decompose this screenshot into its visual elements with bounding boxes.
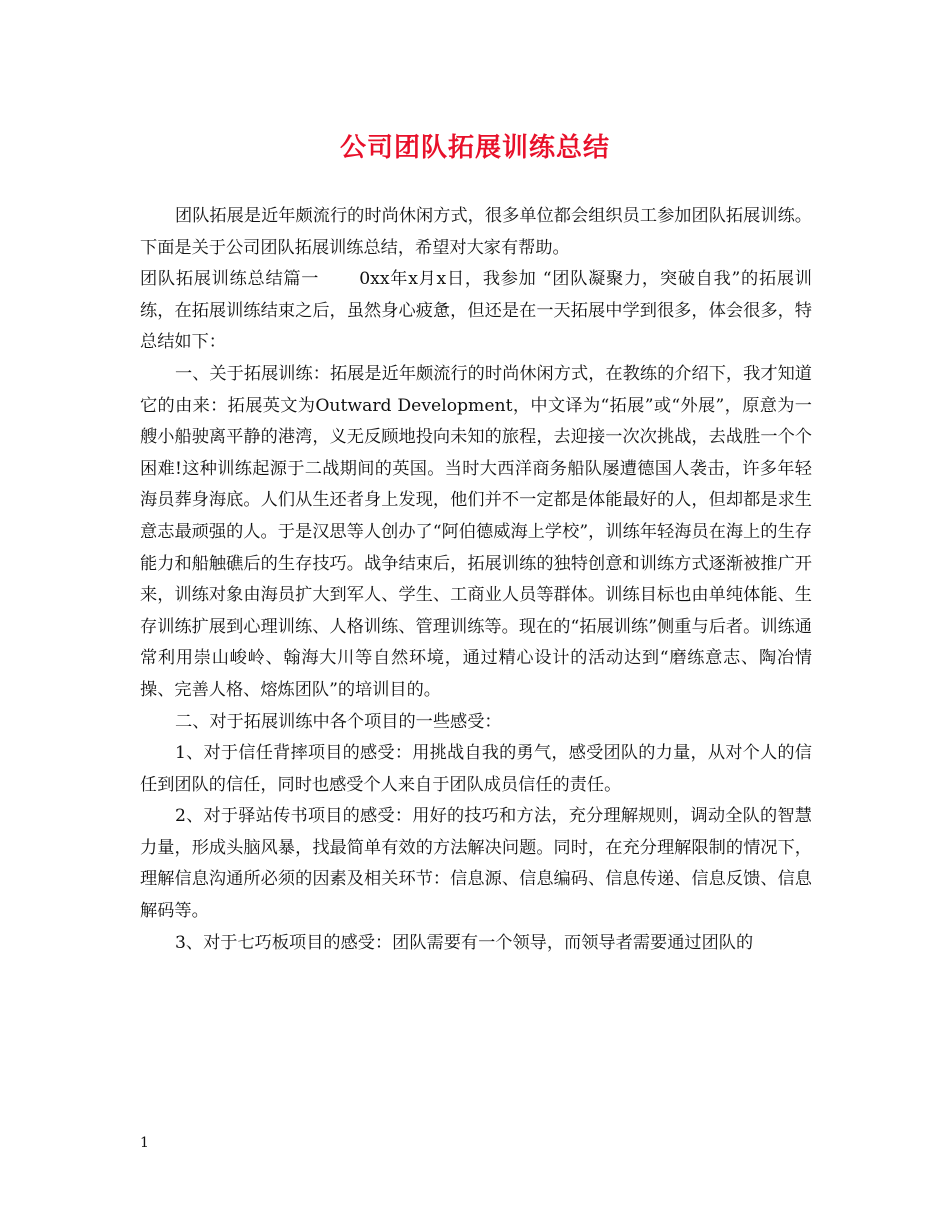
page-number: 1 xyxy=(140,1135,149,1151)
trust-fall-paragraph: 1、对于信任背摔项目的感受：用挑战自我的勇气，感受团队的力量，从对个人的信任到团队的信任，同时也感受个人来自于团队成员信任的责任。 xyxy=(140,743,812,795)
section-one-text: 0xx年x月x日，我参加 “团队凝聚力，突破自我”的拓展训练，在拓展训练结束之后，虽然身心疲惫，但还是在一天拓展中学到很多，体会很多，特总结如下： xyxy=(140,269,812,353)
tangram-paragraph: 3、对于七巧板项目的感受：团队需要有一个领导，而领导者需要通过团队的 xyxy=(175,932,754,953)
section-one-label: 团队拓展训练总结篇一 xyxy=(140,269,320,290)
section-one-paragraph xyxy=(140,264,812,359)
document-body xyxy=(140,201,812,959)
intro-paragraph: 团队拓展是近年颇流行的时尚休闲方式，很多单位都会组织员工参加团队拓展训练。下面是关于公司团队拓展训练总结，希望对大家有帮助。 xyxy=(140,206,812,258)
outward-development-paragraph: 一、关于拓展训练：拓展是近年颇流行的时尚休闲方式，在教练的介绍下，我才知道它的由来：拓展英文为Outward Development，中文译为“拓展”或“外展”，原意为一艘小船驶离平静的港湾，义无反顾地投向未知的旅程，去迎接一次次挑战，去战胜一个个困难!这种训练起源于二战期间的英国。当时大西洋商务船队屡遭德国人袭击，许多年轻海员葬身海底。人们从生还者身上发现，他们并不一定都是体能最好的人，但却都是求生意志最顽强的人。于是汉思等人创办了“阿伯德威海上学校”，训练年轻海员在海上的生存能力和船触礁后的生存技巧。战争结束后，拓展训练的独特创意和训练方式逐渐被推广开来，训练对象由海员扩大到军人、学生、工商业人员等群体。训练目标也由单纯体能、生存训练扩展到心理训练、人格训练、管理训练等。现在的“拓展训练”侧重与后者。训练通常利用崇山峻岭、翰海大川等自然环境，通过精心设计的活动达到“磨练意志、陶冶情操、完善人格、熔炼团队”的培训目的。 xyxy=(140,363,812,700)
relay-message-paragraph: 2、对于驿站传书项目的感受：用好的技巧和方法，充分理解规则，调动全队的智慧力量，形成头脑风暴，找最简单有效的方法解决问题。同时，在充分理解限制的情况下，理解信息沟通所必须的因素及相关环节：信息源、信息编码、信息传递、信息反馈、信息解码等。 xyxy=(140,806,812,922)
document-title: 公司团队拓展训练总结 xyxy=(339,133,610,163)
project-feelings-heading: 二、对于拓展训练中各个项目的一些感受： xyxy=(175,711,502,732)
